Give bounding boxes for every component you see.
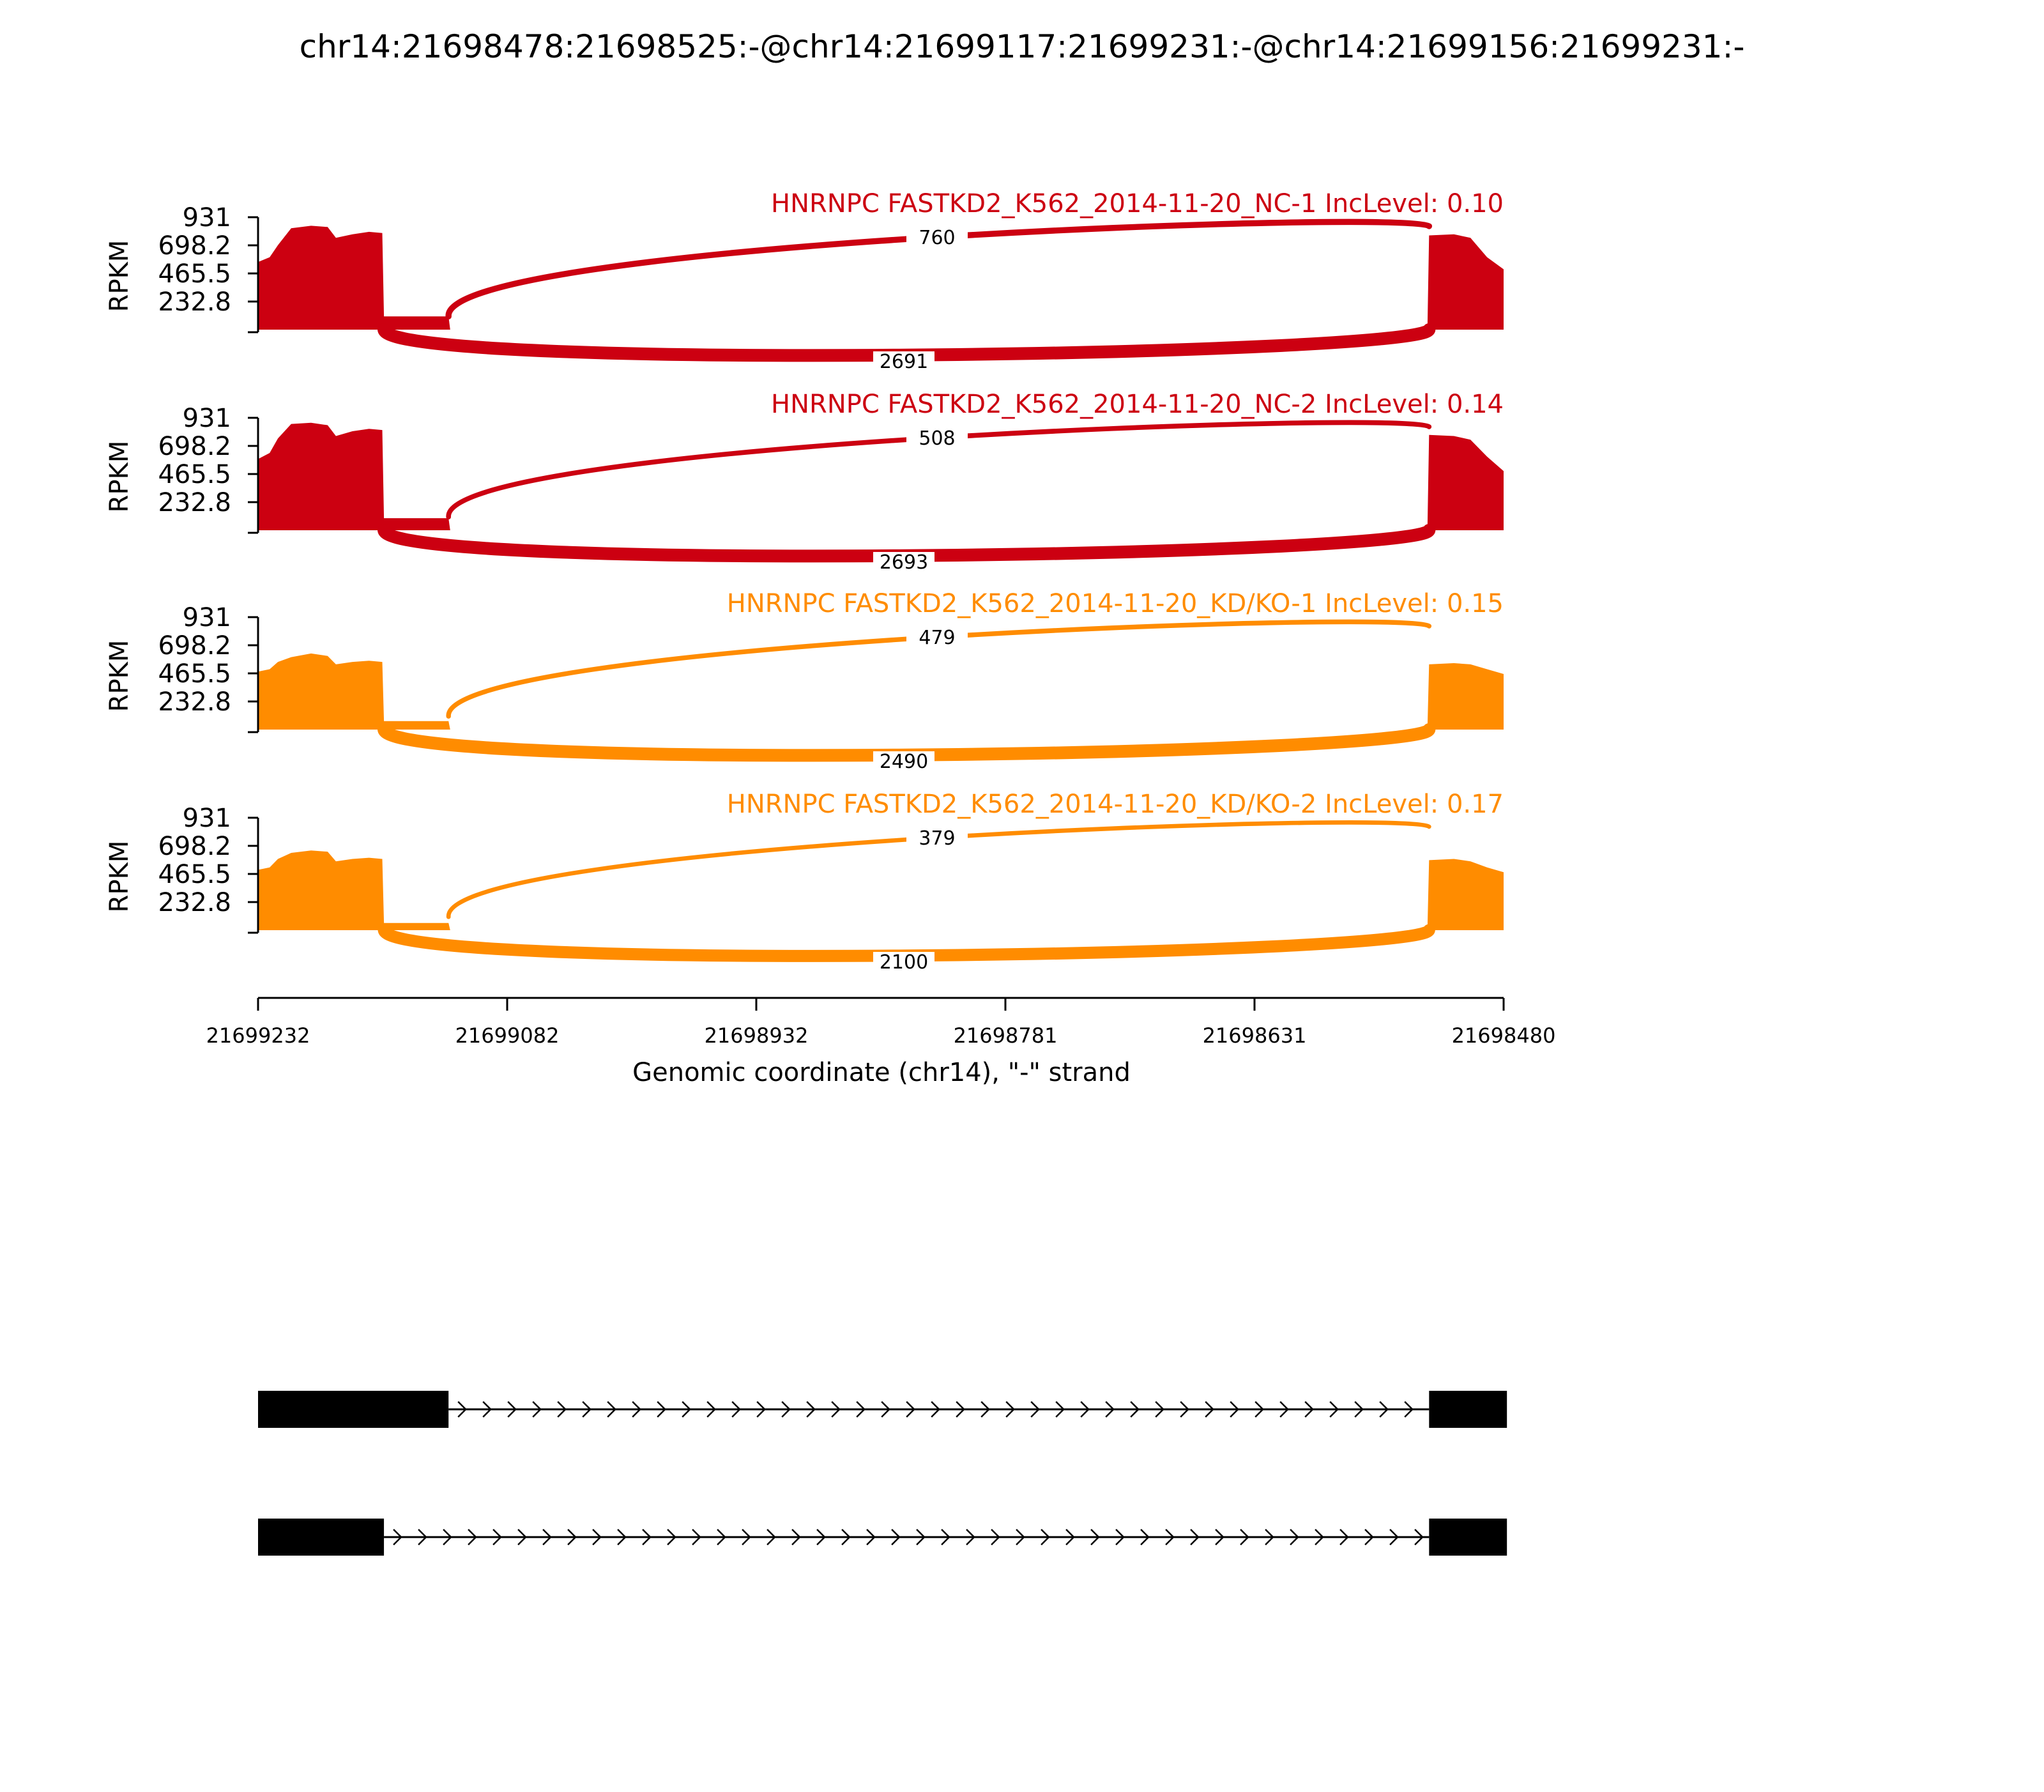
sample-label: HNRNPC FASTKD2_K562_2014-11-20_NC-2 IncLevel: 0.14 <box>771 390 1504 419</box>
y-axis-label: RPKM <box>105 240 134 312</box>
y-tick-label: 232.8 <box>158 287 231 317</box>
panel-2 <box>105 390 1504 574</box>
y-tick-label: 698.2 <box>158 832 231 862</box>
panel-1 <box>105 189 1504 373</box>
y-tick-label: 465.5 <box>158 659 231 689</box>
plot-title: chr14:21698478:21698525:-@chr14:21699117:21699231:-@chr14:21699156:21699231:- <box>299 28 1745 65</box>
junction-count: 2490 <box>879 751 929 773</box>
x-tick-label: 21698631 <box>1202 1023 1307 1048</box>
x-tick-label: 21698932 <box>704 1023 809 1048</box>
exon-block <box>258 1391 448 1428</box>
x-tick-label: 21698480 <box>1451 1023 1556 1048</box>
y-tick-label: 931 <box>182 404 231 433</box>
y-axis-label: RPKM <box>105 440 134 513</box>
junction-count: 479 <box>919 627 956 649</box>
coverage-area <box>258 654 1504 730</box>
y-tick-label: 698.2 <box>158 432 231 462</box>
transcript-exclusion <box>258 1519 1507 1556</box>
x-tick-label: 21699082 <box>455 1023 560 1048</box>
y-tick-label: 931 <box>182 804 231 833</box>
y-axis <box>105 404 258 533</box>
junction-count: 508 <box>919 427 956 450</box>
y-axis <box>105 603 258 732</box>
coverage-panels <box>105 189 1504 974</box>
junction-count: 760 <box>919 227 956 249</box>
coverage-area <box>258 423 1504 530</box>
x-tick-label: 21698781 <box>953 1023 1058 1048</box>
y-tick-label: 232.8 <box>158 687 231 717</box>
junction-count: 2100 <box>879 951 929 974</box>
panel-3 <box>105 589 1504 773</box>
y-axis-label: RPKM <box>105 639 134 712</box>
sample-label: HNRNPC FASTKD2_K562_2014-11-20_KD/KO-2 IncLevel: 0.17 <box>726 790 1504 819</box>
sample-label: HNRNPC FASTKD2_K562_2014-11-20_KD/KO-1 IncLevel: 0.15 <box>726 589 1504 618</box>
y-axis <box>105 804 258 933</box>
exon-block <box>1429 1519 1507 1556</box>
x-axis-label: Genomic coordinate (chr14), "-" strand <box>632 1058 1131 1087</box>
x-axis <box>206 998 1556 1048</box>
junction-count: 2693 <box>879 551 929 574</box>
sample-label: HNRNPC FASTKD2_K562_2014-11-20_NC-1 IncLevel: 0.10 <box>771 189 1504 218</box>
y-axis-label: RPKM <box>105 840 134 913</box>
y-tick-label: 465.5 <box>158 259 231 289</box>
transcript-inclusion <box>258 1391 1507 1428</box>
y-tick-label: 698.2 <box>158 231 231 261</box>
junction-count: 379 <box>919 827 956 850</box>
coverage-area <box>258 850 1504 930</box>
y-axis <box>105 203 258 332</box>
y-tick-label: 698.2 <box>158 631 231 661</box>
y-tick-label: 465.5 <box>158 460 231 489</box>
exon-block <box>1429 1391 1507 1428</box>
y-tick-label: 931 <box>182 203 231 233</box>
y-tick-label: 232.8 <box>158 887 231 917</box>
junction-count: 2691 <box>879 351 929 373</box>
x-tick-label: 21699232 <box>206 1023 310 1048</box>
exon-block <box>258 1519 384 1556</box>
panel-4 <box>105 790 1504 974</box>
y-tick-label: 931 <box>182 603 231 632</box>
y-tick-label: 232.8 <box>158 487 231 517</box>
transcript-track <box>258 1391 1507 1556</box>
y-tick-label: 465.5 <box>158 860 231 889</box>
